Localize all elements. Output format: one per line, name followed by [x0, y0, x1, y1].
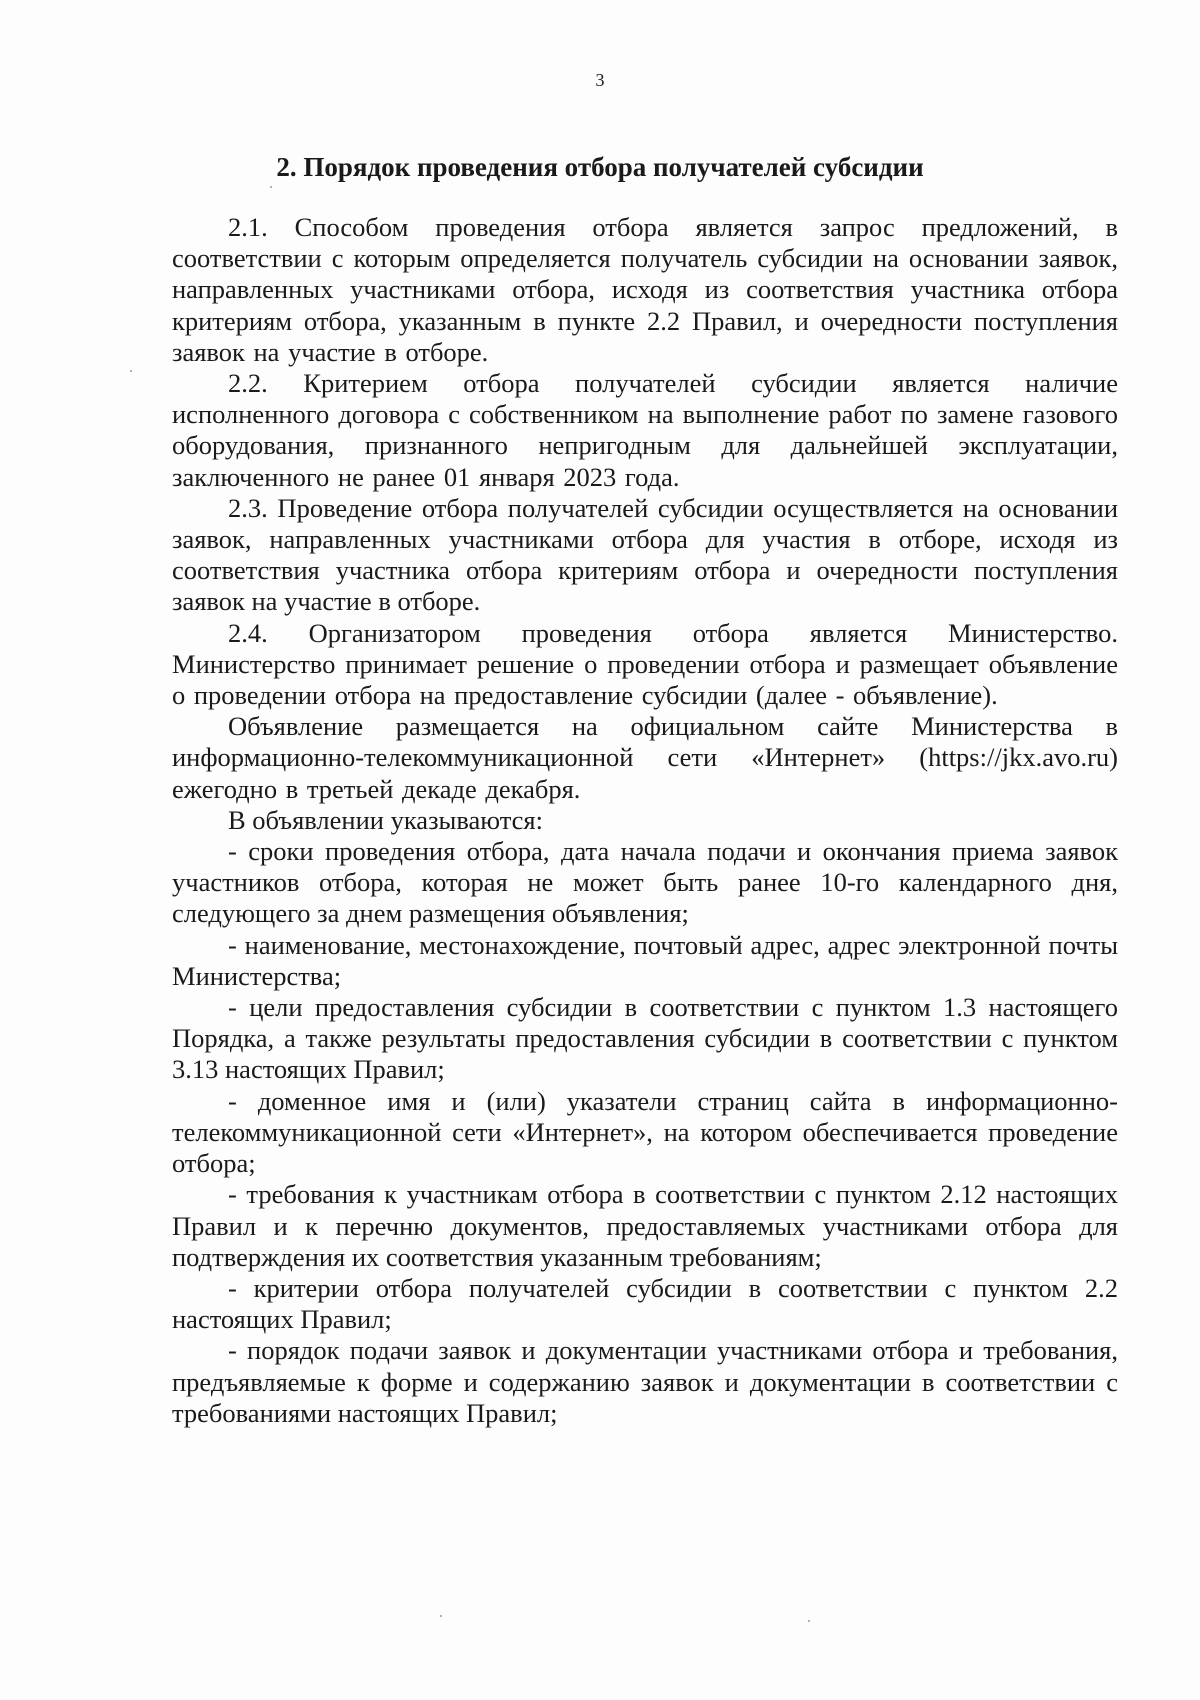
list-item-requirements: - требования к участникам отбора в соответствии с пунктом 2.12 настоящих Правил и к перечню документов, предоставляемых участниками отбора для подтверждения их соответствия указанным требованиям;: [172, 1179, 1118, 1272]
scan-speck: [808, 1620, 810, 1622]
list-item-criteria: - критерии отбора получателей субсидии в соответствии с пунктом 2.2 настоящих Правил;: [172, 1272, 1118, 1335]
list-item-deadlines: - сроки проведения отбора, дата начала подачи и окончания приема заявок участников отбора, которая не может быть ранее 10-го календарного дня, следующего за днем размещения объявления;: [172, 836, 1118, 929]
list-item-goals: - цели предоставления субсидии в соответствии с пунктом 1.3 настоящего Порядка, а также результаты предоставления субсидии в соответствии с пунктом 3.13 настоящих Правил;: [172, 992, 1118, 1085]
page-number: 3: [595, 70, 605, 90]
paragraph-2-3: 2.3. Проведение отбора получателей субсидии осуществляется на основании заявок, направленных участниками отбора для участия в отборе, исходя из соответствия участника отбора критериям отбора и очередности поступления заявок на участие в отборе.: [172, 492, 1118, 617]
scan-speck: [440, 1615, 442, 1617]
list-item-domain: - доменное имя и (или) указатели страниц сайта в информационно-телекоммуникационной сети «Интернет», на котором обеспечивается проведение отбора;: [172, 1085, 1118, 1179]
paragraph-announcement-contents: В объявлении указываются:: [228, 804, 543, 835]
list-item-submission-order: - порядок подачи заявок и документации участниками отбора и требования, предъявляемые к форме и содержанию заявок и документации в соответствии с требованиями настоящих Правил;: [172, 1335, 1118, 1428]
scan-speck: [270, 186, 272, 188]
section-heading: 2. Порядок проведения отбора получателей субсидии: [276, 152, 924, 182]
paragraph-2-1: 2.1. Способом проведения отбора является запрос предложений, в соответствии с которым определяется получатель субсидии на основании заявок, направленных участниками отбора, исходя из соответствия участника отбора критериям отбора, указанным в пункте 2.2 Правил, и очередности поступления заявок на участие в отборе.: [172, 212, 1118, 367]
scan-speck: [130, 370, 132, 372]
paragraph-announcement: Объявление размещается на официальном сайте Министерства в информационно-телекоммуникационной сети «Интернет» (https://jkx.avo.ru) ежегодно в третьей декаде декабря.: [172, 711, 1118, 804]
paragraph-2-4: 2.4. Организатором проведения отбора является Министерство. Министерство принимает решение о проведении отбора и размещает объявление о проведении отбора на предоставление субсидии (далее - объявление).: [172, 617, 1118, 711]
document-body: [172, 212, 1118, 1429]
paragraph-2-2: 2.2. Критерием отбора получателей субсидии является наличие исполненного договора с собственником на выполнение работ по замене газового оборудования, признанного непригодным для дальнейшей эксплуатации, заключенного не ранее 01 января 2023 года.: [172, 368, 1118, 492]
list-item-contacts: - наименование, местонахождение, почтовый адрес, адрес электронной почты Министерства;: [172, 929, 1118, 991]
